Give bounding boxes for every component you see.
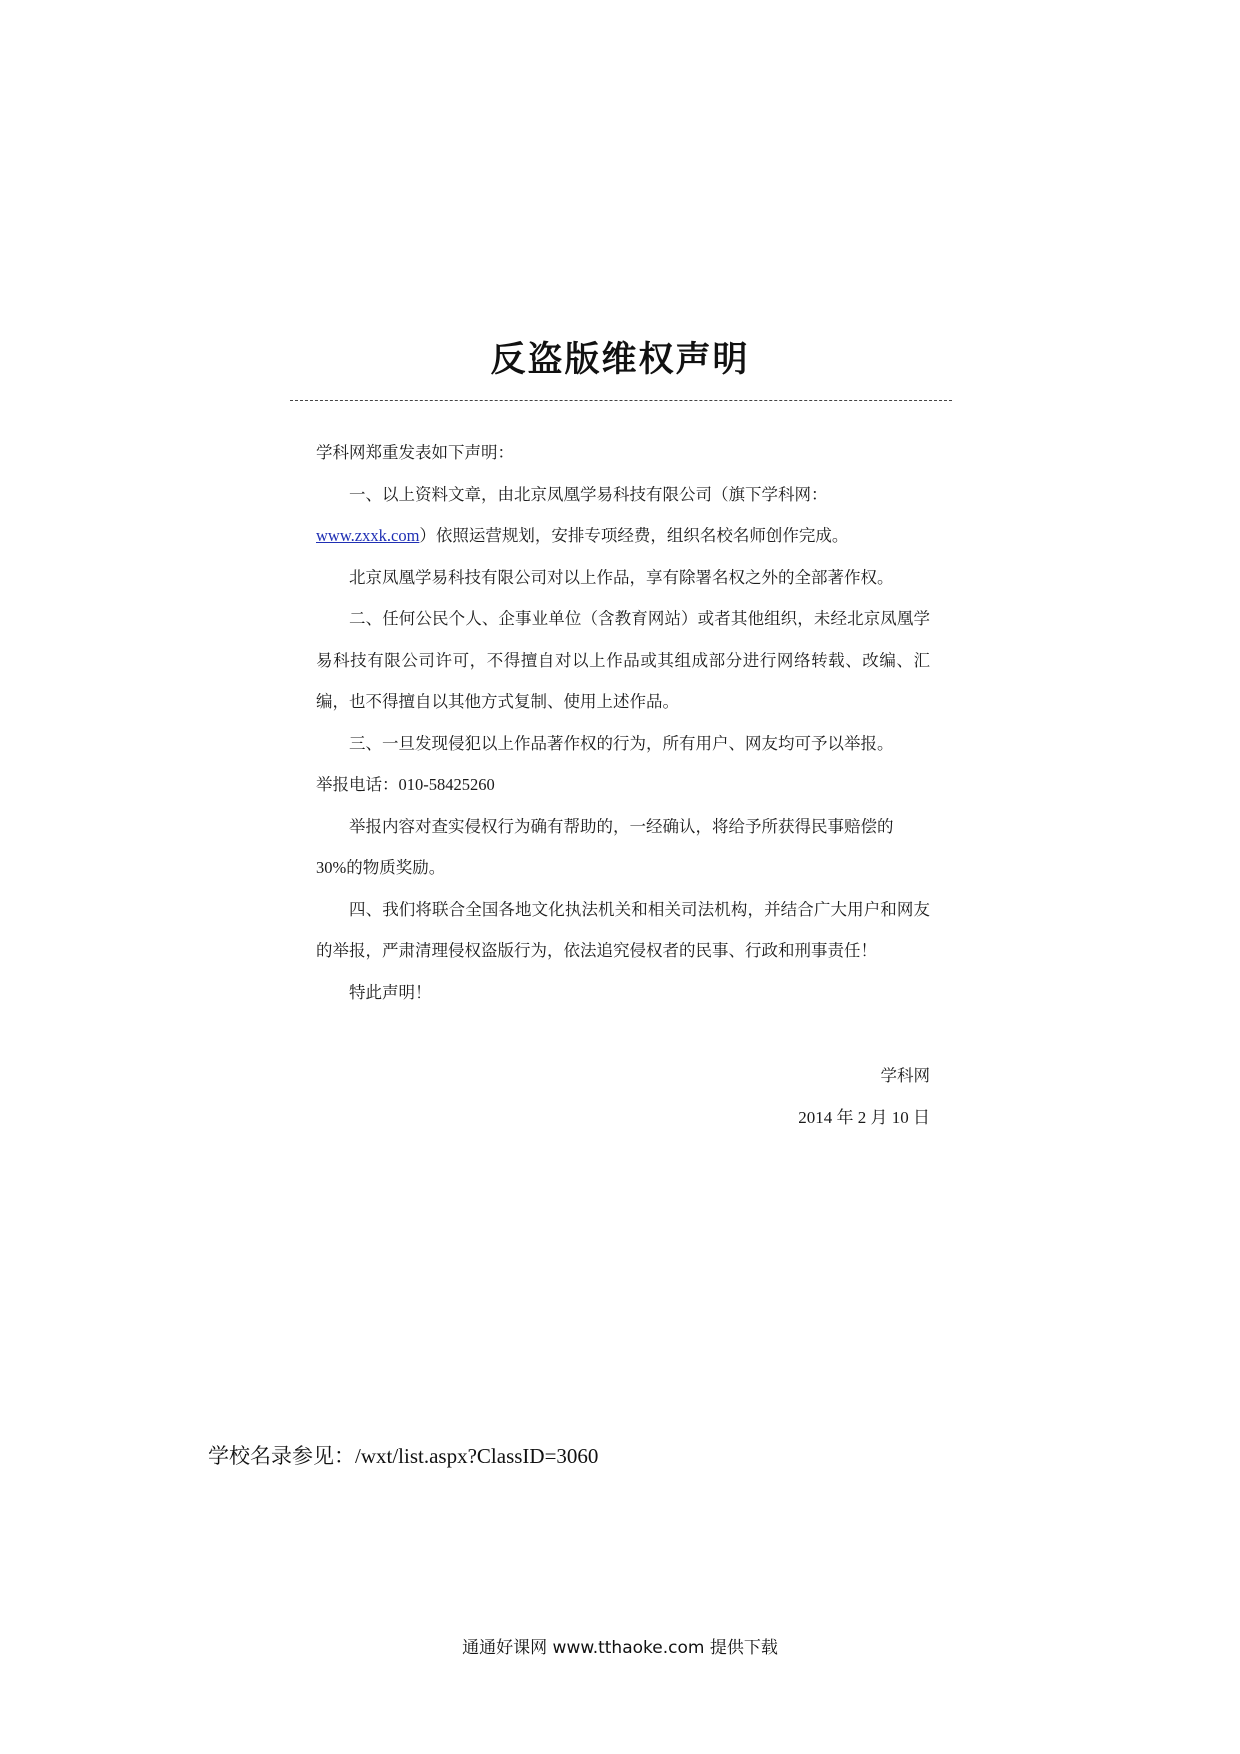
statement-body bbox=[316, 432, 930, 1013]
document-title: 反盗版维权声明 bbox=[490, 340, 750, 380]
statement-paragraph-5-line-2 bbox=[316, 847, 930, 889]
download-footer: 通通好课网 www.tthaoke.com 提供下载 bbox=[462, 1638, 778, 1658]
statement-paragraph-1-line-2 bbox=[316, 515, 930, 557]
school-list-reference: 学校名录参见：/wxt/list.aspx?ClassID=3060 bbox=[208, 1444, 599, 1468]
signature-block bbox=[798, 1055, 930, 1138]
dashed-divider bbox=[290, 400, 952, 401]
statement-intro: 学科网郑重发表如下声明： bbox=[316, 443, 514, 462]
statement-paragraph-1-line-1: 一、以上资料文章，由北京凤凰学易科技有限公司（旗下学科网： bbox=[349, 484, 828, 504]
statement-paragraph-1-rest: ）依照运营规划，安排专项经费，组织名校名师创作完成。 bbox=[419, 526, 849, 545]
statement-paragraph-6: 四、我们将联合全国各地文化执法机关和相关司法机构，并结合广大用户和网友的举报，严肃清理侵权盗版行为，依法追究侵权者的民事、行政和刑事责任！ bbox=[316, 899, 930, 960]
reward-percent: 30% bbox=[316, 858, 347, 877]
statement-paragraph-5-line-1: 举报内容对查实侵权行为确有帮助的，一经确认，将给予所获得民事赔偿的 bbox=[349, 816, 894, 836]
report-phone-number: 010-58425260 bbox=[398, 775, 495, 794]
zxxk-link[interactable]: www.zxxk.com bbox=[316, 526, 420, 545]
statement-closing: 特此声明！ bbox=[349, 982, 432, 1002]
statement-paragraph-5-rest: 的物质奖励。 bbox=[346, 858, 446, 877]
report-phone-label: 举报电话： bbox=[316, 775, 399, 794]
statement-paragraph-3: 二、任何公民个人、企事业单位（含教育网站）或者其他组织，未经北京凤凰学易科技有限公司许可，不得擅自对以上作品或其组成部分进行网络转载、改编、汇编，也不得擅自以其他方式复制、使用上述作品。 bbox=[316, 609, 930, 711]
signature-org: 学科网 bbox=[880, 1066, 930, 1085]
report-phone-line bbox=[316, 764, 930, 806]
statement-paragraph-2: 北京凤凰学易科技有限公司对以上作品，享有除署名权之外的全部著作权。 bbox=[349, 567, 894, 587]
statement-paragraph-4: 三、一旦发现侵犯以上作品著作权的行为，所有用户、网友均可予以举报。 bbox=[349, 733, 894, 753]
signature-date: 2014 年 2 月 10 日 bbox=[798, 1107, 930, 1127]
